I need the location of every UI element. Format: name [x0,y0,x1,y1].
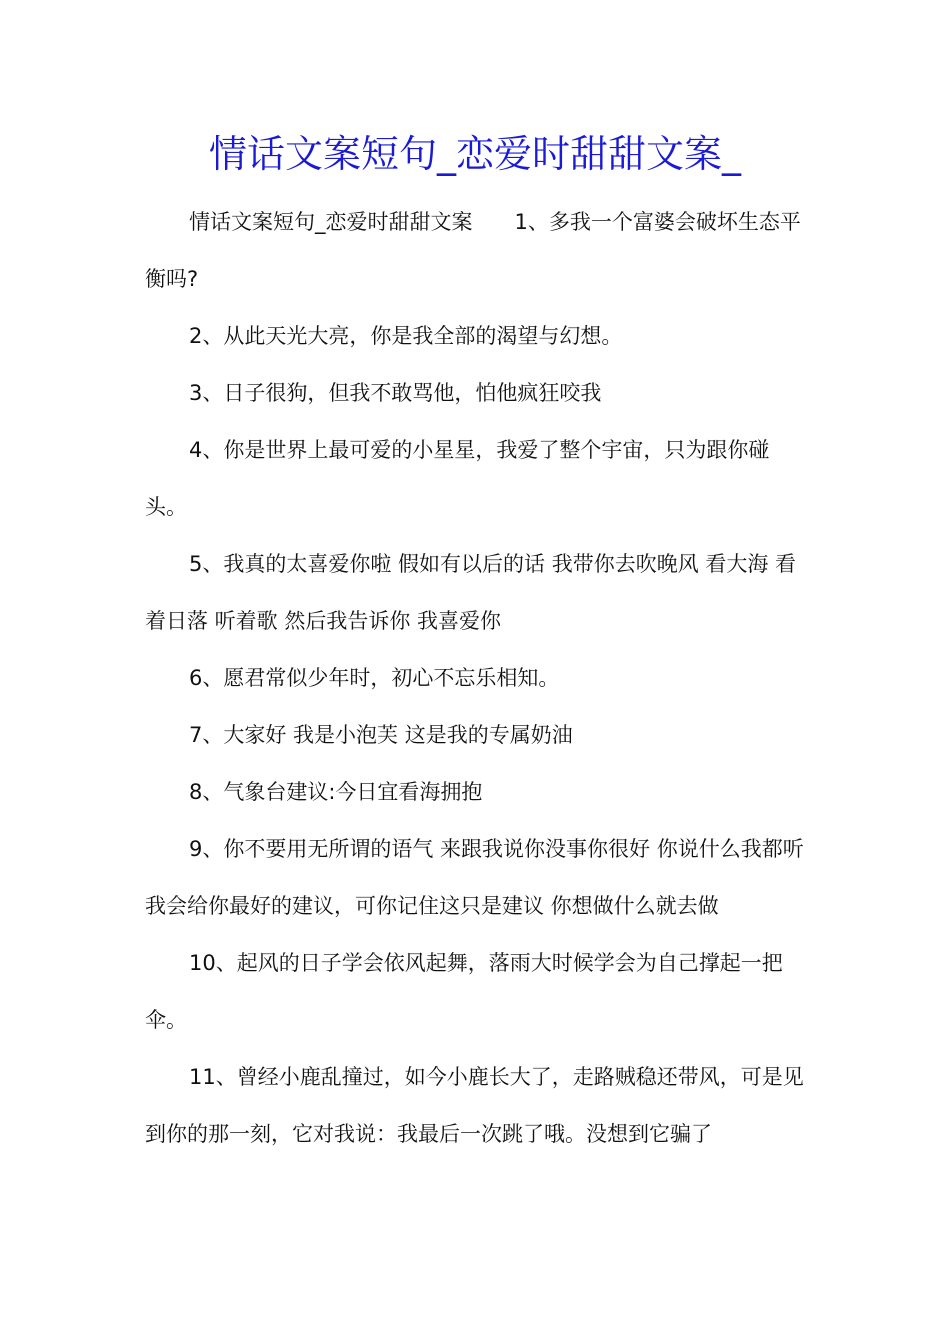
paragraph-8: 8、气象台建议:今日宜看海拥抱 [189,780,483,804]
paragraph-3: 3、日子很狗，但我不敢骂他，怕他疯狂咬我 [189,381,602,405]
document-title: 情话文案短句_恋爱时甜甜文案_ [208,132,741,176]
paragraph-10: 10、起风的日子学会依风起舞，落雨大时候学会为自己撑起一把伞。 [145,951,783,1032]
document-body [145,194,807,1163]
paragraph-6: 6、愿君常似少年时，初心不忘乐相知。 [189,666,560,690]
paragraph-1: 情话文案短句_恋爱时甜甜文案 1、多我一个富婆会破坏生态平衡吗? [145,210,801,291]
paragraph-11: 11、曾经小鹿乱撞过，如今小鹿长大了，走路贼稳还带风，可是见到你的那一刻，它对我说：我最后一次跳了哦。没想到它骗了 [145,1065,804,1146]
paragraph-2: 2、从此天光大亮，你是我全部的渴望与幻想。 [189,324,623,348]
paragraph-5: 5、我真的太喜爱你啦 假如有以后的话 我带你去吹晚风 看大海 看着日落 听着歌 然后我告诉你 我喜爱你 [145,552,797,633]
paragraph-9: 9、你不要用无所谓的语气 来跟我说你没事你很好 你说什么我都听 我会给你最好的建议，可你记住这只是建议 你想做什么就去做 [145,837,804,918]
paragraph-4: 4、你是世界上最可爱的小星星，我爱了整个宇宙，只为跟你碰头。 [145,438,770,519]
paragraph-7: 7、大家好 我是小泡芙 这是我的专属奶油 [189,723,573,747]
